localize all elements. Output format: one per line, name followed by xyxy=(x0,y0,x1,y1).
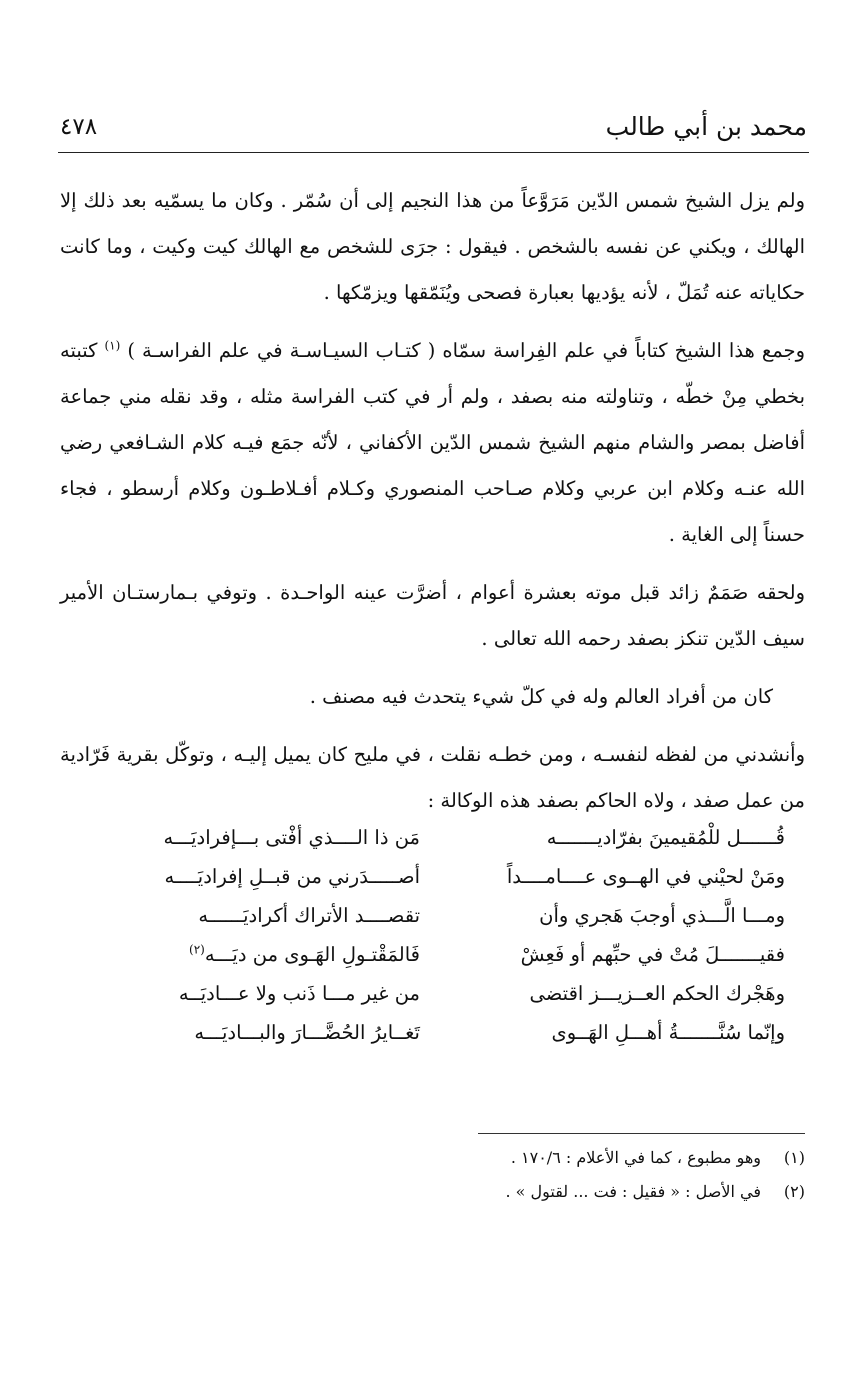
verse-second-hemistich: تقصــــد الأتراك أكراديَــــــه xyxy=(198,904,420,927)
paragraph xyxy=(60,674,805,720)
paragraph xyxy=(60,178,805,316)
verse-first-hemistich: وإنّما سُنَّـــــــةُ أهـــلِ الهَــوى xyxy=(551,1021,785,1044)
verse-first-hemistich: وهَجْرك الحكم العــزيـــز اقتضى xyxy=(529,982,785,1005)
paragraph-text: كان من أفراد العالم وله في كلّ شيء يتحدث فيه مصنف . xyxy=(309,685,773,708)
verse-second-hemistich: تَغــايرُ الحُضَّـــارَ والبـــاديَـــه xyxy=(194,1021,420,1044)
verse-first-hemistich: قُــــــل للْمُقيمينَ بفرّاديـــــــه xyxy=(546,826,785,849)
paragraph-text-continued: كتبته بخطي مِنْ خطّه ، وتناولته منه بصفد ، ولم أر في كتب الفراسة مثله ، وقد نقله مني جماعة أفاضل بمصر والشام منهم الشيخ شمس الدّين الأكفاني ، لأنّه جمَع فيـه كلام الشـافعي رضي الله عنـه وكلام ابن عربي وكلام صـاحب المنصوري وكـلام أفـلاطـون وكلام أرسطو ، فجاء حسناً إلى الغاية . xyxy=(60,339,805,546)
poem xyxy=(60,826,807,1060)
footnote-reference[interactable]: (١) xyxy=(104,338,121,353)
poem-verse xyxy=(60,904,807,943)
page-number: ٤٧٨ xyxy=(60,114,98,140)
footnote-divider xyxy=(478,1133,805,1134)
footnote-reference[interactable]: (٢) xyxy=(189,942,205,957)
paragraph-text: ولحقه صَمَمٌ زائد قبل موته بعشرة أعوام ، أضرَّت عينه الواحـدة . وتوفي بـمارستـان الأمير سيف الدّين تنكز بصفد رحمه الله تعالى . xyxy=(60,581,805,650)
footnotes xyxy=(385,1148,805,1216)
footnote-text: في الأصل : « فقيل : فت ... لقتول » . xyxy=(505,1182,761,1201)
footnote xyxy=(385,1148,805,1182)
paragraph xyxy=(60,570,805,662)
footnote-number: (١) xyxy=(783,1148,805,1167)
poem-verse xyxy=(60,826,807,865)
verse-first-hemistich: ومـــا الَّـــذي أوجبَ هَجري وأن xyxy=(539,904,785,927)
paragraph-text: وأنشدني من لفظه لنفسـه ، ومن خطـه نقلت ، في مليح كان يميل إليـه ، وتوكّل بقرية فَرّادية من عمل صفد ، ولاه الحاكم بصفد هذه الوكالة : xyxy=(60,743,805,812)
poem-verse xyxy=(60,1021,807,1060)
verse-second-hemistich: مَن ذا الــــذي أفْتى بـــإفراديَـــه xyxy=(163,826,420,849)
poem-verse xyxy=(60,943,807,982)
page-header xyxy=(60,112,807,148)
poem-verse xyxy=(60,982,807,1021)
running-title: محمد بن أبي طالب xyxy=(605,112,807,141)
verse-first-hemistich: ومَنْ لحيْني في الهــوى عــــامــــداً xyxy=(506,865,785,888)
verse-first-hemistich: فقيـــــــلَ مُتْ في حبِّهم أو فَعِشْ xyxy=(520,943,785,966)
paragraph-text: وجمع هذا الشيخ كتاباً في علم الفِراسة سمّاه ( كتـاب السيـاسـة في علم الفراسـة ) xyxy=(127,339,805,362)
verse-second-hemistich: أصـــــدَرني من قبــلِ إفراديَــــه xyxy=(164,865,420,888)
paragraph-text: ولم يزل الشيخ شمس الدّين مَرَوَّعاً من هذا النجيم إلى أن سُمّر . وكان ما يسمّيه بعد ذلك إلا الهالك ، ويكني عن نفسه بالشخص . فيقول : جرَى للشخص مع الهالك كيت وكيت ، وما كانت حكاياته عنه تُمَلّ ، لأنه يؤديها بعبارة فصحى ويُنَمّقها ويزمّكها . xyxy=(60,189,805,304)
paragraph xyxy=(60,732,805,824)
verse-second-hemistich: من غير مـــا ذَنب ولا عـــاديَــه xyxy=(178,982,420,1005)
header-divider xyxy=(58,152,809,153)
verse-second-hemistich: فَالمَقْتـولِ الهَـوى من ديَـــه$^{(٢)}$ xyxy=(189,942,420,966)
footnote-number: (٢) xyxy=(783,1182,805,1201)
footnote xyxy=(385,1182,805,1216)
paragraph xyxy=(60,328,805,558)
poem-verse xyxy=(60,865,807,904)
main-text xyxy=(60,178,805,836)
footnote-text: وهو مطبوع ، كما في الأعلام : ١٧٠/٦ . xyxy=(510,1148,761,1167)
